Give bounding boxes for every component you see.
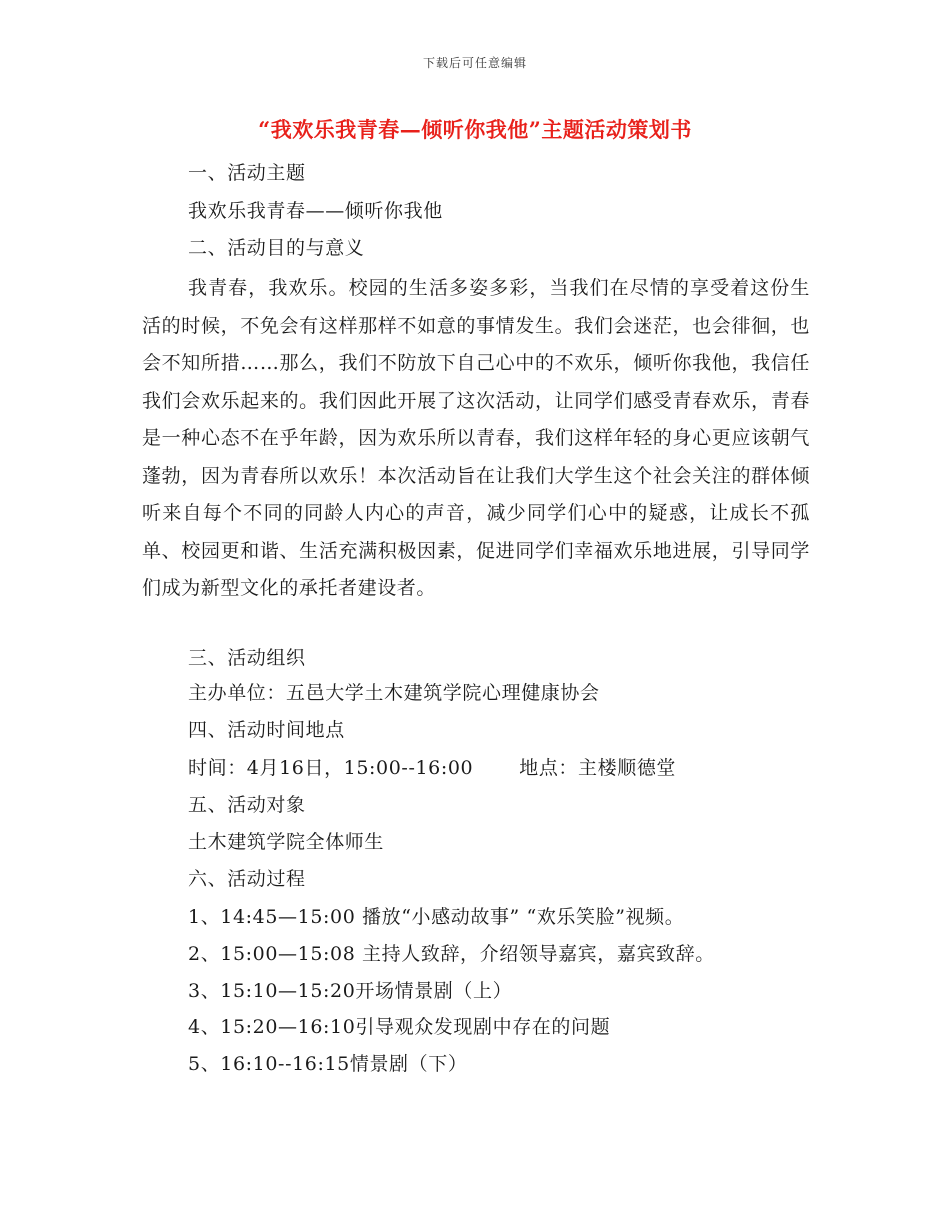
- section-2-paragraph: 我青春，我欢乐。校园的生活多姿多彩，当我们在尽情的享受着这份生活的时候，不免会有这样那样不如意的事情发生。我们会迷茫，也会徘徊，也会不知所措……那么，我们不防放下自己心中的不欢乐，倾听你我他，我信任我们会欢乐起来的。我们因此开展了这次活动，让同学们感受青春欢乐，青春是一种心态不在乎年龄，因为欢乐所以青春，我们这样年轻的身心更应该朝气蓬勃，因为青春所以欢乐！本次活动旨在让我们大学生这个社会关注的群体倾听来自每个不同的同龄人内心的声音，减少同学们心中的疑惑，让成长不孤单、校园更和谐、生活充满积极因素，促进同学们幸福欢乐地进展，引导同学们成为新型文化的承托者建设者。: [142, 277, 810, 599]
- process-item: 1、14:45—15:00 播放“小感动故事” “欢乐笑脸”视频。: [188, 906, 685, 928]
- section-4-time-place: [188, 755, 676, 781]
- section-3-heading: 三、活动组织: [188, 647, 306, 669]
- process-item: 5、16:10--16:15情景剧（下）: [188, 1053, 468, 1075]
- event-time: 时间：4月16日，15:00--16:00: [188, 757, 474, 779]
- process-item: 2、15:00—15:08 主持人致辞，介绍领导嘉宾，嘉宾致辞。: [188, 943, 715, 965]
- section-1-text: 我欢乐我青春——倾听你我他: [188, 200, 443, 222]
- section-2-heading: 二、活动目的与意义: [188, 237, 365, 259]
- header-note: 下载后可任意编辑: [422, 56, 527, 70]
- process-item: 3、15:10—15:20开场情景剧（上）: [188, 980, 513, 1002]
- section-5-text: 土木建筑学院全体师生: [188, 831, 385, 853]
- section-5-heading: 五、活动对象: [188, 794, 306, 816]
- process-item: 4、15:20—16:10引导观众发现剧中存在的问题: [188, 1016, 611, 1038]
- document-title: “我欢乐我青春—倾听你我他”主题活动策划书: [258, 117, 692, 142]
- section-3-text: 主办单位：五邑大学土木建筑学院心理健康协会: [188, 682, 600, 704]
- event-place: 地点：主楼顺德堂: [519, 757, 677, 779]
- section-4-heading: 四、活动时间地点: [188, 719, 345, 741]
- section-1-heading: 一、活动主题: [188, 162, 306, 184]
- section-6-heading: 六、活动过程: [188, 868, 306, 890]
